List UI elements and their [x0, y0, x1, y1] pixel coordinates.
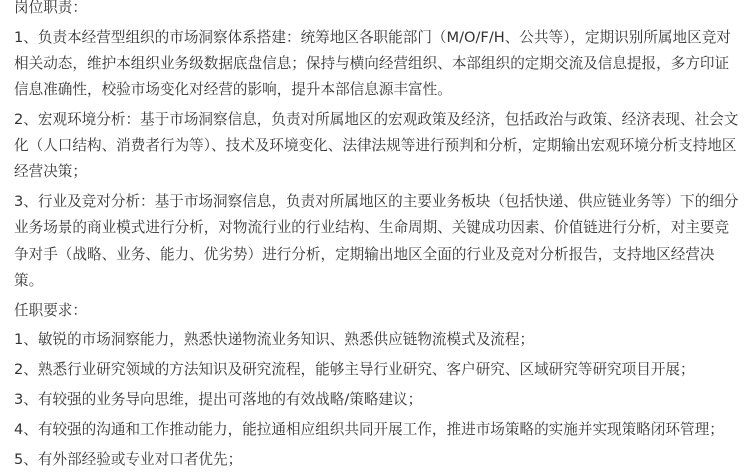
requirement-item-2: 2、熟悉行业研究领域的方法知识及研究流程，能够主导行业研究、客户研究、区域研究等研究项目开展；	[14, 361, 695, 379]
requirement-item-5: 5、有外部经验或专业对口者优先；	[14, 450, 243, 468]
requirement-item-3: 3、有较强的业务导向思维，提出可落地的有效战略/策略建议；	[14, 391, 423, 408]
job-description-heading: 岗位职责：	[14, 0, 87, 16]
requirements-heading: 任职要求：	[14, 301, 87, 319]
requirement-item-1: 1、敏锐的市场洞察能力，熟悉快递物流业务知识、熟悉供应链物流模式及流程；	[14, 331, 535, 349]
job-description-item-2: 2、宏观环境分析：基于市场洞察信息，负责对所属地区的宏观政策及经济，包括政治与政策、经济表现、社会文化（人口结构、消费者行为等）、技术及环境变化、法律法规等进行预判和分析，定期输出宏观环境分析支持地区经营决策；	[14, 111, 739, 181]
job-description-item-1: 1、负责本经营型组织的市场洞察体系搭建：统筹地区各职能部门（M/O/F/H、公共等），定期识别所属地区竞对相关动态，维护本组织业务级数据底盘信息；保持与横向经营组织、本部组织的定期交流及信息提报，多方印证信息准确性，校验市场变化对经营的影响，提升本部信息源丰富性。	[14, 28, 731, 99]
requirement-item-4: 4、有较强的沟通和工作推动能力，能拉通相应组织共同开展工作，推进市场策略的实施并实现策略闭环管理；	[14, 420, 724, 438]
job-description-item-3: 3、行业及竞对分析：基于市场洞察信息，负责对所属地区的主要业务板块（包括快递、供应链业务等）下的细分业务场景的商业模式进行分析，对物流行业的行业结构、生命周期、关键成功因素、价值链进行分析，对主要竞争对手（战略、业务、能力、优劣势）进行分析，定期输出地区全面的行业及竞对分析报告，支持地区经营决策。	[14, 193, 739, 289]
